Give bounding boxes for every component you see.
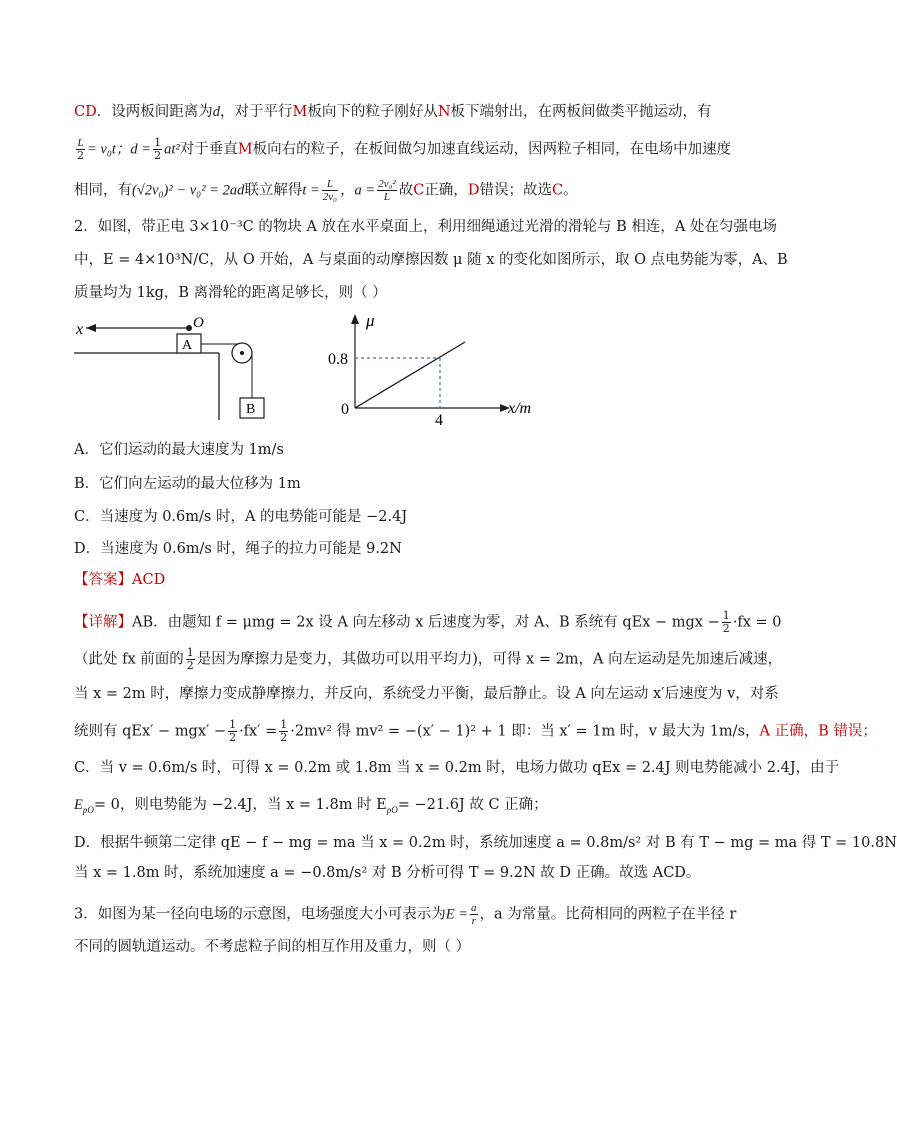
y-tick-label: 0.8: [328, 351, 348, 368]
den: 2: [77, 149, 84, 162]
text: 错误；故选: [479, 182, 552, 199]
detail-line-5: C．当 v = 0.6m/s 时，可得 x = 0.2m 或 1.8m 当 x = 0.2m 时，电场力做功 qEx = 2.4J 则电势能减小 2.4J，由于: [74, 760, 840, 776]
plate-n: N: [437, 104, 451, 120]
text: 对于垂直: [179, 141, 238, 158]
num: a: [471, 902, 477, 914]
option-b: B．它们向左运动的最大位移为 1m: [74, 476, 301, 492]
subscript: pO: [386, 804, 398, 815]
arrow-left-icon: [86, 324, 96, 332]
text: 正确，: [424, 182, 468, 199]
den: 2: [280, 731, 288, 744]
origin-dot: [186, 325, 192, 331]
equation: E =: [445, 906, 469, 923]
option-d: D: [467, 182, 480, 199]
fraction-l-over-2v0: [322, 178, 338, 203]
equation: ，a =: [340, 182, 376, 199]
den: 2: [722, 622, 730, 635]
equation: = v₀t；d =: [87, 141, 152, 158]
option-c: C: [413, 182, 425, 199]
text: 3．如图为某一径向电场的示意图，电场强度大小可表示为: [74, 906, 446, 923]
detail-line-2: [74, 647, 782, 672]
x-tick-label: 4: [435, 412, 443, 429]
option-c: C．当速度为 0.6m/s 时，A 的电势能可能是 −2.4J: [74, 509, 408, 525]
text: 相同，有: [74, 182, 132, 199]
text: 板向下的粒子刚好从: [307, 104, 438, 120]
origin-tick: 0: [341, 401, 349, 418]
pulley-axle: [240, 351, 244, 355]
fraction-half: [279, 719, 288, 744]
x-label: x: [76, 321, 84, 338]
block-a-label: A: [182, 338, 193, 353]
fraction-half: [153, 137, 162, 162]
num: 1: [280, 718, 288, 731]
text: 故: [398, 182, 414, 199]
detail-line-7: D．根据牛顿第二定律 qE − f − mg = ma 当 x = 0.2m 时，系统加速度 a = 0.8m/s² 对 B 有 T − mg = ma 得 T = 10.8N: [74, 835, 897, 851]
answer-label: 【答案】: [74, 572, 132, 588]
detail-line-6: [74, 795, 548, 820]
num: 2v₀²: [378, 178, 396, 190]
text: 。: [563, 182, 578, 199]
question2-line-1: 2．如图，带正电 3×10⁻³C 的物块 A 放在水平桌面上，利用细绳通过光滑的滑轮与 B 相连，A 处在匀强电场: [74, 219, 777, 235]
text: 是因为摩擦力是变力，其做功可以用平均力)，可得 x = 2m，A 向左运动是先加速后减速，: [196, 651, 783, 668]
text: AB．由题知 f = μmg = 2x 设 A 向左移动 x 后速度为零，对 A、B 系统有 qEx − mgx −: [132, 614, 720, 631]
num: 1: [154, 136, 162, 149]
text: ·2mv² 得 mv² = −(x′ − 1)² + 1 即：当 x′ = 1m 时，v 最大为 1m/s，: [290, 723, 760, 740]
pulley-diagram: [74, 312, 274, 422]
plate-m: M: [292, 104, 308, 120]
text: 统则有 qEx′ − mgx′ −: [74, 723, 227, 740]
detail-label: 【详解】: [74, 614, 132, 631]
fraction-half: [186, 647, 195, 672]
text: = −21.6J 故 C 正确；: [397, 797, 548, 813]
fraction-half: [722, 610, 731, 635]
text: ，对于平行: [219, 104, 293, 120]
question3-line-2: 不同的圆轨道运动。不考虑粒子间的相互作用及重力，则（ ）: [74, 939, 471, 955]
detail-line-1: [74, 610, 781, 635]
question2-line-3: 质量均为 1kg，B 离滑轮的距离足够长，则（ ）: [74, 285, 387, 301]
fraction-2v02-over-l: [377, 178, 397, 203]
equation: ·fx = 0: [732, 614, 782, 631]
detail-line-8: 当 x = 1.8m 时，系统加速度 a = −0.8m/s² 对 B 分析可得 T = 9.2N 故 D 正确。故选 ACD。: [74, 865, 701, 881]
equation: t =: [302, 182, 320, 199]
mu-line: [355, 342, 465, 408]
fraction-a-over-r: [470, 902, 478, 927]
equation: (√2v₀)² − v₀² = 2ad: [132, 182, 245, 199]
text: = 0，则电势能为 −2.4J，当 x = 1.8m 时 E: [93, 797, 387, 813]
option-c: C: [551, 182, 564, 199]
text: ，a 为常量。比荷相同的两粒子在半径 r: [479, 906, 737, 923]
text: 联立解得: [244, 182, 303, 199]
option-a: A．它们运动的最大速度为 1m/s: [74, 442, 284, 458]
option-label-cd: CD: [74, 104, 97, 120]
prev-solution-line-1: [74, 102, 712, 122]
den: 2: [229, 731, 237, 744]
x-axis-label: x/m: [508, 400, 532, 417]
y-axis-arrow-icon: [351, 314, 359, 324]
text: ．设两板间距离为: [96, 104, 213, 120]
prev-solution-line-3: [74, 178, 578, 203]
text: 板下端射出，在两板间做类平抛运动，有: [450, 104, 712, 120]
mu-x-graph: [328, 312, 548, 430]
num: L: [322, 178, 338, 191]
fraction-l-over-2: [76, 137, 85, 162]
equation: at²: [164, 141, 180, 158]
option-d: D．当速度为 0.6m/s 时，绳子的拉力可能是 9.2N: [74, 541, 402, 557]
verdict: A 正确，B 错误；: [759, 723, 877, 740]
text: ·fx′ =: [239, 723, 278, 740]
den: 2: [186, 659, 194, 672]
y-axis-label: μ: [366, 311, 375, 330]
den: 2v₀: [322, 191, 338, 203]
num: 1: [722, 609, 730, 622]
den: 2: [154, 149, 162, 162]
text: E: [74, 797, 83, 813]
answer-value: ACD: [132, 572, 166, 588]
answer-line: [74, 570, 165, 590]
text: 板向右的粒子，在板间做匀加速直线运动，因两粒子相同，在电场中加速度: [252, 141, 732, 158]
num: L: [77, 137, 84, 149]
num: 1: [229, 718, 237, 731]
block-b-label: B: [246, 402, 256, 417]
text: （此处 fx 前面的: [74, 651, 184, 668]
detail-line-3: 当 x = 2m 时，摩擦力变成静摩擦力，并反向，系统受力平衡，最后静止。设 A 向左运动 x′后速度为 v，对系: [74, 686, 779, 702]
detail-line-4: [74, 719, 877, 744]
plate-m: M: [237, 141, 253, 158]
var-d: d: [212, 104, 220, 120]
den: r: [471, 915, 476, 927]
origin-label: O: [193, 315, 204, 331]
question2-line-2: 中，E = 4×10³N/C，从 O 开始，A 与桌面的动摩擦因数 μ 随 x 的变化如图所示，取 O 点电势能为零，A、B: [74, 252, 788, 268]
subscript: pO: [82, 804, 94, 815]
num: 1: [186, 646, 194, 659]
den: L: [383, 191, 390, 203]
question3-line-1: [74, 902, 736, 927]
prev-solution-line-2: [74, 137, 731, 162]
fraction-half: [228, 719, 237, 744]
